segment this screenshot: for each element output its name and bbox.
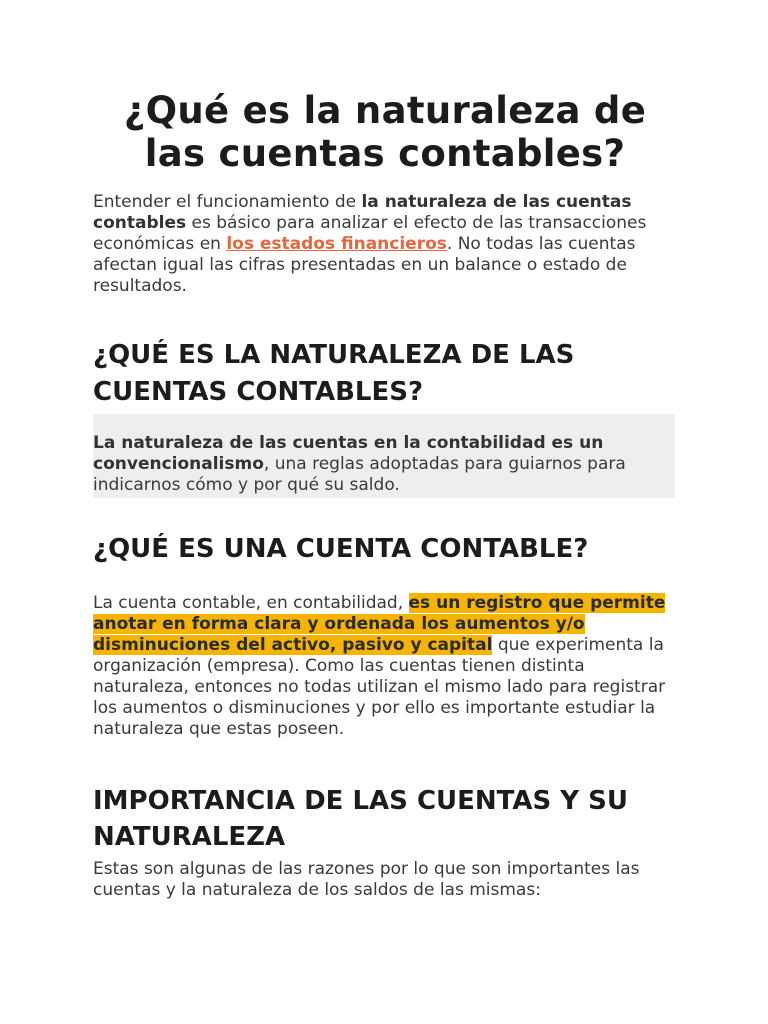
cuenta-text-2: que experimenta la organización (empresa). Como las cuentas tienen distinta naturaleza, entonces no todas utilizan el mismo lado para registrar los aumentos o disminuciones y por ello es importante estudiar la naturaleza que estas poseen. [93,635,666,739]
financial-statements-link[interactable]: los estados financieros [226,234,447,254]
page-title: ¿Qué es la naturaleza de las cuentas contables? [123,89,647,175]
intro-text-1: Entender el funcionamiento de [93,192,362,212]
section-heading-importancia: IMPORTANCIA DE LAS CUENTAS Y SU NATURALEZA [93,786,628,852]
intro-text-3: . No todas las cuentas afectan igual las cifras presentadas en un balance o estado de resultados. [93,234,636,296]
intro-paragraph [93,192,677,297]
cuenta-text-1: La cuenta contable, en contabilidad, [93,593,409,613]
section-heading-cuenta-contable: ¿QUÉ ES UNA CUENTA CONTABLE? [93,534,589,564]
quote-rest: , una reglas adoptadas para guiarnos para indicarnos cómo y por qué su saldo. [93,454,626,495]
quote-text [93,433,675,496]
importancia-paragraph: Estas son algunas de las razones por lo que son importantes las cuentas y la naturaleza de los saldos de las mismas: [93,859,640,900]
cuenta-contable-paragraph [93,593,677,740]
quote-bold: La naturaleza de las cuentas en la contabilidad es un convencionalismo [93,433,604,474]
intro-bold: la naturaleza de las cuentas contables [93,192,632,233]
section-heading-naturaleza: ¿QUÉ ES LA NATURALEZA DE LAS CUENTAS CONTABLES? [93,340,575,407]
quote-box [93,414,675,498]
intro-text-2: es básico para analizar el efecto de las transacciones económicas en [93,213,647,254]
highlighted-definition: es un registro que permite anotar en forma clara y ordenada los aumentos y/o disminuciones del activo, pasivo y capital [93,593,666,655]
